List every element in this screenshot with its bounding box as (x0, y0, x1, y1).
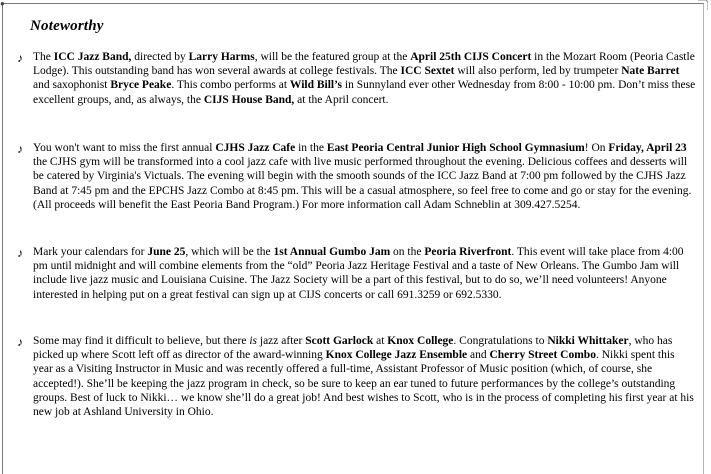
body-text: . Congratulations to (453, 335, 548, 347)
article-gumbo-jam (17, 245, 697, 302)
body-text: and saxophonist (33, 79, 111, 92)
bold-text: Friday, April 23 (608, 142, 687, 154)
body-text: Some may find it difficult to believe, but there (33, 335, 250, 347)
body-text: . This combo performs at (171, 79, 290, 92)
body-text: at the April concert. (294, 93, 389, 106)
body-text: , who has picked up where Scott left off as director of the award-winning (33, 335, 673, 362)
bold-text: Peoria Riverfront (424, 246, 512, 258)
body-text: jazz after (257, 335, 306, 347)
bold-text: Bryce Peake (110, 79, 172, 92)
bold-text: Nate Barret (621, 65, 680, 78)
bold-text: CIJS House Band, (203, 93, 295, 106)
bold-text: Knox College Jazz Ensemble (325, 349, 468, 362)
section-title: Noteworthy (30, 18, 104, 34)
bold-text: 1st Annual Gumbo Jam (273, 246, 391, 258)
article-text (33, 141, 697, 212)
article-text (33, 334, 697, 419)
body-text: . This event will take place from 4:00 pm until midnight and will combine elements from the “old” Peoria Jazz Heritage Festival and a taste of New Orleans. The Gumbo Jam will include live jazz music and Louisiana Cuisine. The Jazz Society will be a part of this festival, but to do so, we’ll need volunteers! Anyone interested in helping put on a great festival can sign up at CIJS concerts or call 691.3259 or 692.5330. (33, 246, 684, 301)
bold-text: Cherry Street Combo (489, 349, 596, 362)
music-note-icon: ♪ (17, 246, 23, 260)
body-text: The (33, 51, 54, 63)
bold-text: Knox College (387, 335, 454, 347)
bold-text: ICC Jazz Band, (53, 51, 132, 63)
bold-text: Larry Harms (188, 51, 255, 63)
bold-text: Scott Garlock (305, 335, 374, 347)
body-text: at (373, 335, 388, 347)
italic-text: is (249, 335, 257, 347)
bold-text: Wild Bill’s (289, 79, 343, 92)
article-text (33, 245, 697, 302)
body-text: on the (390, 246, 425, 258)
bold-text: Nikki Whittaker (547, 335, 629, 347)
body-text: in the Mozart Room (Peoria Castle Lodge). This outstanding band has won several awards at college festivals. The (33, 51, 695, 78)
anchor-icon: ● (0, 0, 5, 8)
music-note-icon: ♪ (17, 51, 23, 65)
article-cjhs-jazz-cafe (17, 141, 697, 212)
bold-text: ICC Sextet (400, 65, 455, 78)
music-note-icon: ♪ (17, 335, 23, 349)
body-text: . Nikki spent this year as a Visiting Instructor in Music and was recently offered a full-time, Assistant Professor of Music position (which, of course, she accepted!). She’ll be keeping the jazz program in check, so be sure to keep an ear tuned to future performances by the college’s outstanding groups. Best of luck to Nikki… we know she’ll do a great job! And best wishes to Scott, who is in the process of completing his first year at his new job at Ashland University in Ohio. (33, 349, 694, 419)
body-text: You won't want to miss the first annual (33, 142, 216, 154)
body-text: , which will be the (185, 246, 274, 258)
body-text: will also perform, led by trumpeter (454, 65, 622, 78)
bold-text: April 25th CIJS Concert (410, 51, 532, 63)
body-text: , will be the featured group at the (254, 51, 411, 63)
bold-text: June 25 (147, 246, 186, 258)
body-text: the CJHS gym will be transformed into a cool jazz cafe with live music performed throughout the evening. Delicious coffees and desserts will be catered by Virginia's Victuals. The evening will begin with the smooth sounds of the ICC Jazz Band at 7:00 pm followed by the CJHS Jazz Band at 7:45 pm and the EPCHS Jazz Combo at 8:45 pm. This will be a casual atmosphere, so feel free to come and go or stay for the evening. (All proceeds will benefit the East Peoria Band Program.) For more information call Adam Schneblin at 309.427.5254. (33, 156, 692, 211)
bold-text: East Peoria Central Junior High School Gymnasium (326, 142, 585, 154)
body-text: in Sunnyland ever other Wednesday from 8:00 - 10:00 pm. Don’t miss these excellent groups, and, as always, the (33, 79, 696, 106)
article-knox-college (17, 334, 697, 419)
article-text (33, 50, 697, 107)
corner-fold-icon (698, 0, 708, 10)
body-text: and (467, 349, 490, 362)
bold-text: CJHS Jazz Cafe (215, 142, 296, 154)
music-note-icon: ♪ (17, 142, 23, 156)
body-text: ! On (584, 142, 609, 154)
body-text: Mark your calendars for (33, 246, 148, 258)
body-text: directed by (131, 51, 189, 63)
article-icc-jazz-band (17, 50, 697, 107)
body-text: in the (295, 142, 327, 154)
